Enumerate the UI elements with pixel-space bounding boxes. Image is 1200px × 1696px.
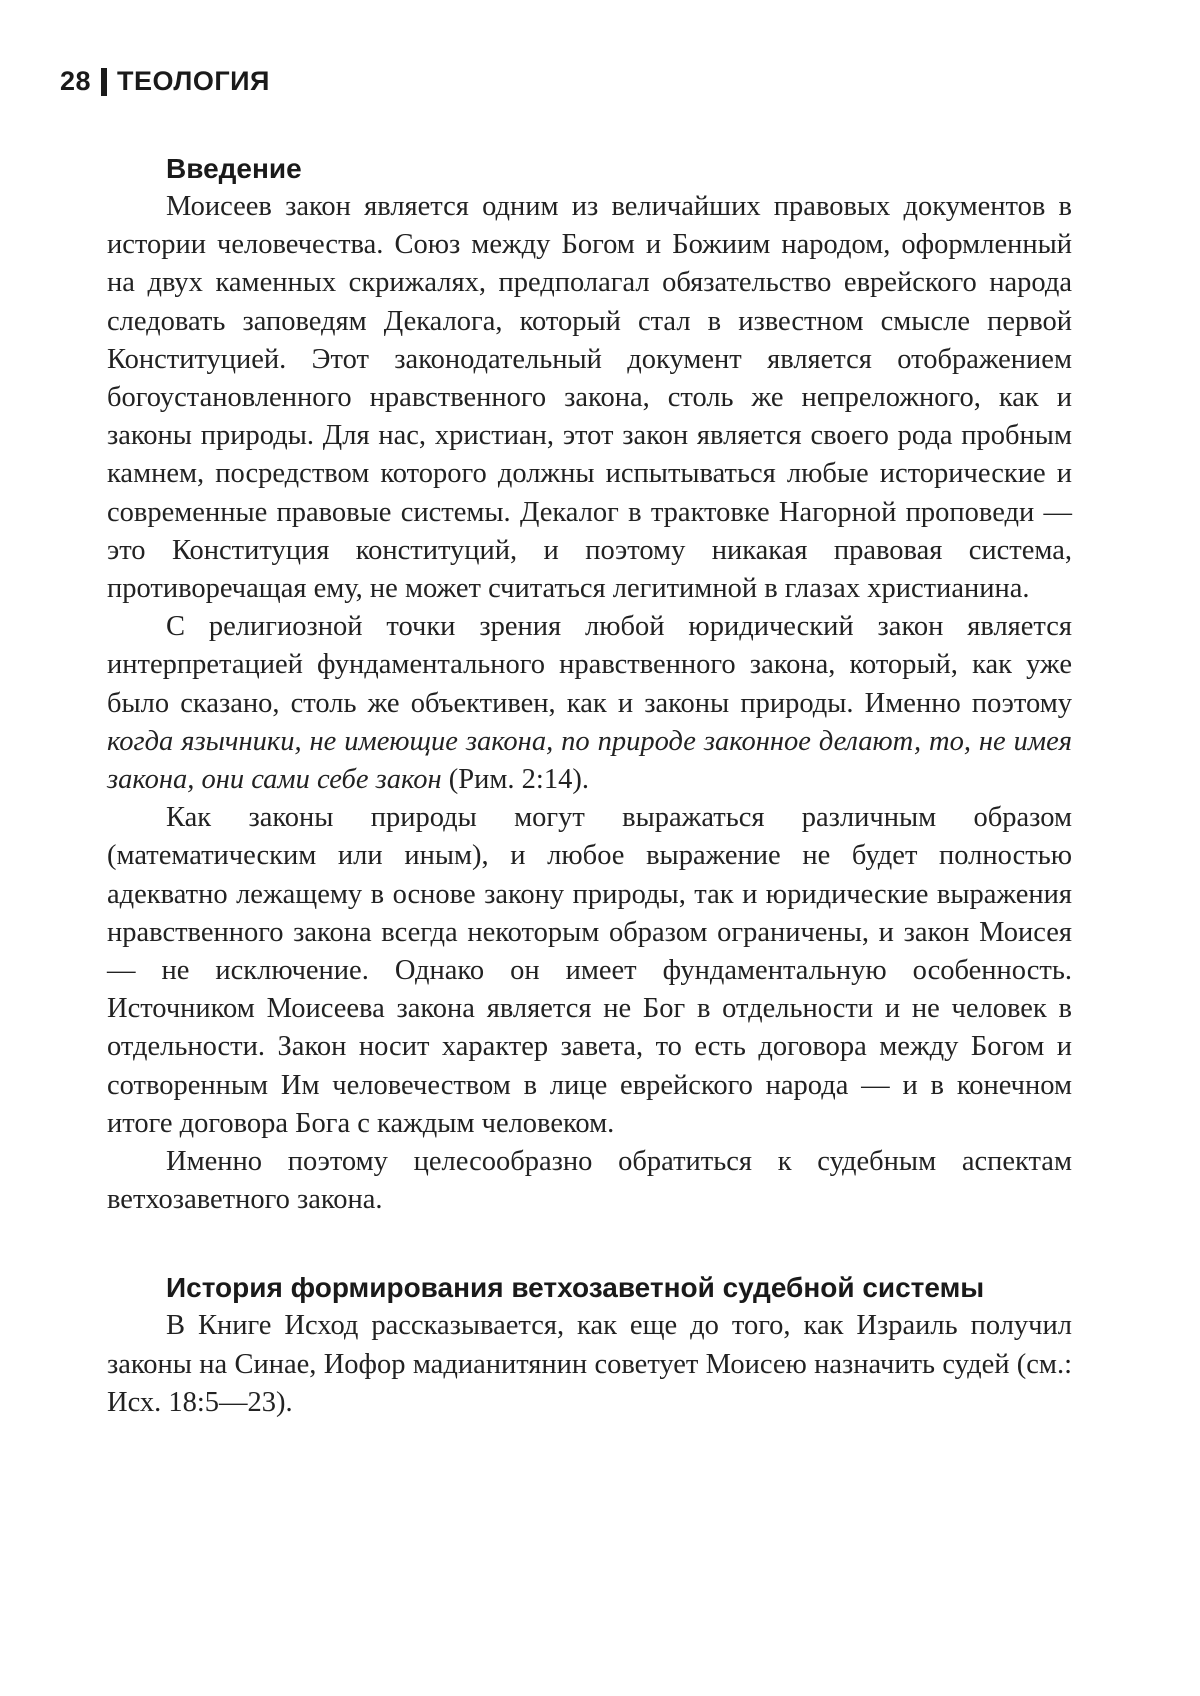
section-title: ТЕОЛОГИЯ (117, 66, 270, 96)
heading-introduction: Введение (166, 153, 302, 184)
paragraph: Моисеев закон является одним из величайших правовых документов в истории человечества. Союз между Богом и Божиим народом, оформленный на двух каменных скрижалях, предполагал обязательство еврейского народа следовать заповедям Декалога, который стал в известном смысле первой Конституцией. Этот законодательный документ является отображением богоустановленного нравственного закона, столь же непреложного, как и законы природы. Для нас, христиан, этот закон является своего рода пробным камнем, посредством которого должны испытываться любые исторические и современные правовые системы. Декалог в трактовке Нагорной проповеди — это Конституция конституций, и поэтому никакая правовая система, противоречащая ему, не может считаться легитимной в глазах христианина. (107, 191, 1072, 605)
paragraph: Именно поэтому целесообразно обратиться к судебным аспектам ветхозаветного закона. (107, 1146, 1072, 1216)
scripture-quote: когда язычники, не имеющие закона, по природе законное делают, то, не имея закона, они сами себе закон (107, 725, 1072, 796)
scripture-reference: (Рим. 2:14). (441, 764, 589, 796)
paragraph-text: С религиозной точки зрения любой юридический закон является интерпретацией фундаментального нравственного закона, который, как уже было сказано, столь же объективен, как и законы природы. Именно поэтому (107, 611, 1072, 719)
page-number: 28 (60, 66, 92, 96)
paragraph-with-quote (107, 608, 1072, 799)
page-body (107, 150, 1072, 1422)
paragraph: В Книге Исход рассказывается, как еще до того, как Израиль получил законы на Синае, Иофор мадианитянин советует Моисею назначить судей (см.: Исх. 18:5—23). (107, 1310, 1072, 1418)
running-head (60, 66, 270, 97)
heading-history: История формирования ветхозаветной судебной системы (166, 1272, 985, 1304)
paragraph: Как законы природы могут выражаться различным образом (математическим или иным), и любое выражение не будет полностью адекватно лежащему в основе закону природы, так и юридические выражения нравственного закона всегда некоторым образом ограничены, и закон Моисея — не исключение. Однако он имеет фундаментальную особенность. Источником Моисеева закона является не Бог в отдельности и не человек в отдельности. Закон носит характер завета, то есть договора между Богом и сотворенным Им человечеством в лице еврейского народа — и в конечном итоге договора Бога с каждым человеком. (107, 802, 1072, 1139)
separator-bar (101, 68, 107, 96)
